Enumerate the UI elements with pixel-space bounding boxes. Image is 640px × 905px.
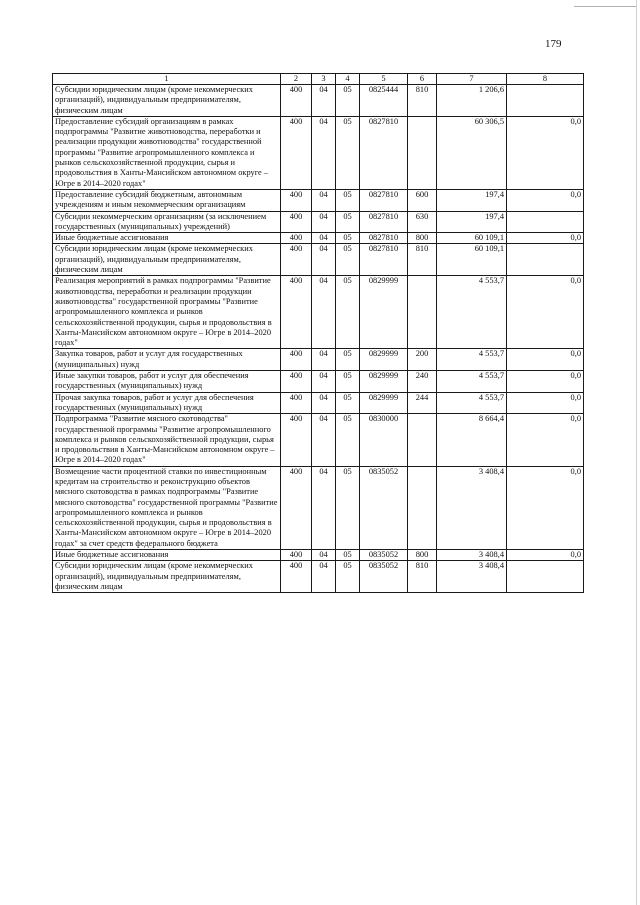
cell-target-article: 0827810: [360, 233, 408, 244]
cell-section-code: 04: [312, 211, 336, 233]
cell-subsection-code: 05: [336, 189, 360, 211]
row-description: Прочая закупка товаров, работ и услуг для обеспечения государственных (муниципальных) нужд: [53, 392, 281, 414]
cell-ministry-code: 400: [281, 561, 312, 593]
cell-amount: 4 553,7: [437, 371, 507, 393]
row-description: Предоставление субсидий организациям в рамках подпрограммы "Развитие животноводства, переработки и реализации продукции животноводства" государственной программы "Развитие агропромышленного комплекса и рынков сельскохозяйственной продукции, сырья и продовольствия в Ханты-Мансийском автономном округе – Югре в 2014–2020 годах": [53, 116, 281, 189]
row-description: Реализация мероприятий в рамках подпрограммы "Развитие животноводства, переработки и реализации продукции животноводства" государственной программы "Развитие агропромышленного комплекса и рынков сельскохозяйственной продукции, сырья и продовольствия в Ханты-Мансийском автономном округе – Югре в 2014–2020 годах": [53, 276, 281, 349]
cell-amount-federal: 0,0: [507, 392, 584, 414]
cell-target-article: 0835052: [360, 550, 408, 561]
cell-subsection-code: 05: [336, 392, 360, 414]
scan-edge-line-top: [574, 6, 636, 7]
header-cell-5: 5: [360, 74, 408, 85]
cell-amount-federal: [507, 85, 584, 117]
cell-expense-type: 200: [408, 349, 437, 371]
cell-expense-type: 810: [408, 561, 437, 593]
cell-amount-federal: 0,0: [507, 550, 584, 561]
cell-amount: 197,4: [437, 189, 507, 211]
row-description: Субсидии юридическим лицам (кроме некоммерческих организаций), индивидуальным предпринимателям, физическим лицам: [53, 85, 281, 117]
cell-amount: 4 553,7: [437, 349, 507, 371]
table-row: [53, 85, 584, 117]
header-cell-6: 6: [408, 74, 437, 85]
row-description: Субсидии юридическим лицам (кроме некоммерческих организаций), индивидуальным предпринимателям, физическим лицам: [53, 244, 281, 276]
header-cell-3: 3: [312, 74, 336, 85]
table-row: [53, 349, 584, 371]
cell-amount: 8 664,4: [437, 414, 507, 466]
header-cell-1: 1: [53, 74, 281, 85]
cell-subsection-code: 05: [336, 414, 360, 466]
cell-ministry-code: 400: [281, 233, 312, 244]
table-row: [53, 116, 584, 189]
cell-amount: 60 109,1: [437, 244, 507, 276]
cell-section-code: 04: [312, 414, 336, 466]
cell-amount-federal: 0,0: [507, 189, 584, 211]
cell-ministry-code: 400: [281, 550, 312, 561]
cell-expense-type: 240: [408, 371, 437, 393]
cell-amount: 3 408,4: [437, 550, 507, 561]
cell-amount-federal: [507, 561, 584, 593]
cell-target-article: 0829999: [360, 276, 408, 349]
table-row: [53, 276, 584, 349]
table-row: [53, 414, 584, 466]
cell-subsection-code: 05: [336, 211, 360, 233]
scan-edge-line-right: [636, 0, 637, 905]
cell-target-article: 0827810: [360, 189, 408, 211]
cell-amount-federal: 0,0: [507, 116, 584, 189]
header-cell-2: 2: [281, 74, 312, 85]
cell-amount-federal: [507, 211, 584, 233]
cell-expense-type: 800: [408, 233, 437, 244]
cell-expense-type: 244: [408, 392, 437, 414]
cell-target-article: 0829999: [360, 349, 408, 371]
budget-table-body: [53, 74, 584, 593]
cell-target-article: 0827810: [360, 211, 408, 233]
cell-subsection-code: 05: [336, 466, 360, 549]
cell-ministry-code: 400: [281, 371, 312, 393]
cell-amount: 1 206,6: [437, 85, 507, 117]
cell-expense-type: [408, 466, 437, 549]
cell-amount-federal: 0,0: [507, 414, 584, 466]
cell-target-article: 0829999: [360, 392, 408, 414]
cell-amount-federal: 0,0: [507, 276, 584, 349]
table-row: [53, 561, 584, 593]
cell-expense-type: 800: [408, 550, 437, 561]
cell-ministry-code: 400: [281, 116, 312, 189]
cell-target-article: 0830000: [360, 414, 408, 466]
cell-section-code: 04: [312, 85, 336, 117]
cell-section-code: 04: [312, 561, 336, 593]
cell-subsection-code: 05: [336, 244, 360, 276]
cell-expense-type: 810: [408, 85, 437, 117]
cell-expense-type: [408, 276, 437, 349]
cell-section-code: 04: [312, 349, 336, 371]
cell-amount: 4 553,7: [437, 276, 507, 349]
cell-ministry-code: 400: [281, 466, 312, 549]
cell-section-code: 04: [312, 371, 336, 393]
cell-subsection-code: 05: [336, 550, 360, 561]
table-row: [53, 244, 584, 276]
cell-subsection-code: 05: [336, 85, 360, 117]
cell-section-code: 04: [312, 550, 336, 561]
row-description: Подпрограмма "Развитие мясного скотоводства" государственной программы "Развитие агропромышленного комплекса и рынков сельскохозяйственной продукции, сырья и продовольствия в Ханты-Мансийском автономном округе – Югре в 2014–2020 годах": [53, 414, 281, 466]
cell-section-code: 04: [312, 233, 336, 244]
table-row: [53, 233, 584, 244]
cell-subsection-code: 05: [336, 233, 360, 244]
table-row: [53, 189, 584, 211]
cell-section-code: 04: [312, 392, 336, 414]
cell-section-code: 04: [312, 466, 336, 549]
cell-subsection-code: 05: [336, 371, 360, 393]
header-cell-8: 8: [507, 74, 584, 85]
row-description: Иные закупки товаров, работ и услуг для обеспечения государственных (муниципальных) нужд: [53, 371, 281, 393]
cell-subsection-code: 05: [336, 349, 360, 371]
cell-ministry-code: 400: [281, 211, 312, 233]
header-cell-4: 4: [336, 74, 360, 85]
cell-amount-federal: 0,0: [507, 466, 584, 549]
cell-ministry-code: 400: [281, 276, 312, 349]
row-description: Иные бюджетные ассигнования: [53, 550, 281, 561]
cell-ministry-code: 400: [281, 189, 312, 211]
cell-section-code: 04: [312, 244, 336, 276]
cell-target-article: 0827810: [360, 116, 408, 189]
page-number: 179: [545, 38, 562, 50]
cell-amount: 197,4: [437, 211, 507, 233]
cell-expense-type: 810: [408, 244, 437, 276]
cell-section-code: 04: [312, 116, 336, 189]
row-description: Субсидии некоммерческим организациям (за исключением государственных (муниципальных) учреждений): [53, 211, 281, 233]
row-description: Субсидии юридическим лицам (кроме некоммерческих организаций), индивидуальным предпринимателям, физическим лицам: [53, 561, 281, 593]
budget-table: [52, 73, 584, 593]
cell-expense-type: [408, 414, 437, 466]
cell-amount-federal: 0,0: [507, 371, 584, 393]
cell-subsection-code: 05: [336, 561, 360, 593]
cell-amount-federal: 0,0: [507, 349, 584, 371]
cell-subsection-code: 05: [336, 116, 360, 189]
cell-target-article: 0827810: [360, 244, 408, 276]
table-row: [53, 466, 584, 549]
cell-ministry-code: 400: [281, 244, 312, 276]
table-row: [53, 211, 584, 233]
cell-ministry-code: 400: [281, 85, 312, 117]
cell-target-article: 0829999: [360, 371, 408, 393]
cell-section-code: 04: [312, 189, 336, 211]
cell-amount: 3 408,4: [437, 561, 507, 593]
table-row: [53, 371, 584, 393]
cell-expense-type: [408, 116, 437, 189]
table-row: [53, 550, 584, 561]
header-row: [53, 74, 584, 85]
cell-amount-federal: 0,0: [507, 233, 584, 244]
cell-expense-type: 630: [408, 211, 437, 233]
cell-subsection-code: 05: [336, 276, 360, 349]
cell-amount: 60 109,1: [437, 233, 507, 244]
cell-target-article: 0825444: [360, 85, 408, 117]
cell-ministry-code: 400: [281, 392, 312, 414]
cell-amount: 4 553,7: [437, 392, 507, 414]
cell-ministry-code: 400: [281, 414, 312, 466]
row-description: Иные бюджетные ассигнования: [53, 233, 281, 244]
row-description: Возмещение части процентной ставки по инвестиционным кредитам на строительство и реконструкцию объектов мясного скотоводства в рамках подпрограммы "Развитие мясного скотоводства" государственной программы "Развитие агропромышленного комплекса и рынков сельскохозяйственной продукции, сырья и продовольствия в Ханты-Мансийском автономном округе – Югре в 2014–2020 годах" за счет средств федерального бюджета: [53, 466, 281, 549]
cell-target-article: 0835052: [360, 561, 408, 593]
cell-expense-type: 600: [408, 189, 437, 211]
row-description: Закупка товаров, работ и услуг для государственных (муниципальных) нужд: [53, 349, 281, 371]
cell-amount-federal: [507, 244, 584, 276]
cell-amount: 60 306,5: [437, 116, 507, 189]
table-row: [53, 392, 584, 414]
cell-section-code: 04: [312, 276, 336, 349]
cell-amount: 3 408,4: [437, 466, 507, 549]
cell-ministry-code: 400: [281, 349, 312, 371]
row-description: Предоставление субсидий бюджетным, автономным учреждениям и иным некоммерческим организациям: [53, 189, 281, 211]
header-cell-7: 7: [437, 74, 507, 85]
cell-target-article: 0835052: [360, 466, 408, 549]
